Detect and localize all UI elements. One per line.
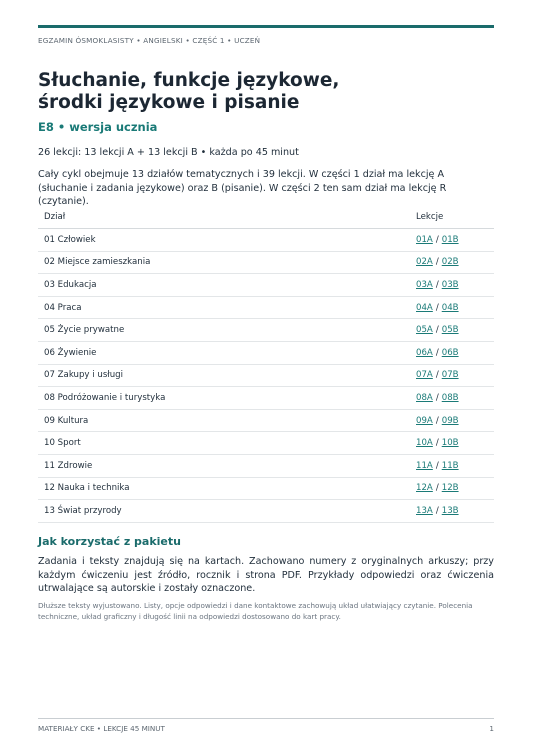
howto-paragraph: Zadania i teksty znajdują się na kartach. Zachowano numery z oryginalnych arkuszy; przy każdym ćwiczeniu jest źródło, rocznik i strona PDF. Przykłady odpowiedzi oraz ćwiczenia utrwalające są autorskie i zostały oznaczone. xyxy=(38,556,494,594)
unit-lessons xyxy=(410,454,494,477)
lesson-link-a[interactable]: 07A xyxy=(416,370,433,381)
table-row xyxy=(38,432,494,455)
unit-name: 03 Edukacja xyxy=(38,274,410,297)
unit-lessons xyxy=(410,229,494,252)
lesson-link-a[interactable]: 05A xyxy=(416,325,433,336)
top-rule xyxy=(38,25,494,28)
table-row xyxy=(38,296,494,319)
unit-name: 07 Zakupy i usługi xyxy=(38,364,410,387)
unit-name: 12 Nauka i technika xyxy=(38,477,410,500)
lesson-link-a[interactable]: 08A xyxy=(416,392,433,403)
lesson-link-b[interactable]: 05B xyxy=(441,325,459,336)
lesson-separator: / xyxy=(435,438,439,449)
table-row xyxy=(38,409,494,432)
lesson-separator: / xyxy=(435,279,439,290)
table-row xyxy=(38,364,494,387)
lesson-link-b[interactable]: 11B xyxy=(441,460,459,471)
unit-lessons xyxy=(410,296,494,319)
unit-name: 01 Człowiek xyxy=(38,229,410,252)
lesson-link-b[interactable]: 04B xyxy=(441,302,459,313)
units-table-body xyxy=(38,229,494,523)
table-row xyxy=(38,477,494,500)
footer-label: MATERIAŁY CKE • LEKCJE 45 MINUT xyxy=(38,724,165,733)
lesson-link-b[interactable]: 01B xyxy=(441,234,459,245)
unit-lessons xyxy=(410,251,494,274)
table-row xyxy=(38,387,494,410)
lesson-separator: / xyxy=(435,234,439,245)
unit-lessons xyxy=(410,387,494,410)
lesson-link-b[interactable]: 02B xyxy=(441,257,459,268)
lesson-separator: / xyxy=(435,257,439,268)
lesson-link-a[interactable]: 11A xyxy=(416,460,433,471)
lesson-separator: / xyxy=(435,370,439,381)
lesson-summary: 26 lekcji: 13 lekcji A + 13 lekcji B • każda po 45 minut xyxy=(38,147,299,158)
unit-name: 02 Miejsce zamieszkania xyxy=(38,251,410,274)
lesson-link-b[interactable]: 13B xyxy=(441,505,459,516)
table-row xyxy=(38,341,494,364)
units-table-header xyxy=(38,205,494,229)
lesson-separator: / xyxy=(435,415,439,426)
unit-name: 11 Zdrowie xyxy=(38,454,410,477)
unit-name: 13 Świat przyrody xyxy=(38,500,410,523)
unit-name: 08 Podróżowanie i turystyka xyxy=(38,387,410,410)
unit-lessons xyxy=(410,409,494,432)
lesson-link-a[interactable]: 01A xyxy=(416,234,433,245)
column-header-lessons: Lekcje xyxy=(410,205,494,229)
unit-name: 04 Praca xyxy=(38,296,410,319)
lesson-separator: / xyxy=(435,347,439,358)
formatting-note: Dłuższe teksty wyjustowano. Listy, opcje odpowiedzi i dane kontaktowe zachowują układ ułatwiający czytanie. Polecenia techniczne, układ graficzny i długość linii na odpowiedzi dostosowano do kart pracy. xyxy=(38,601,473,621)
lesson-link-a[interactable]: 02A xyxy=(416,257,433,268)
lesson-link-b[interactable]: 07B xyxy=(441,370,459,381)
lesson-link-b[interactable]: 10B xyxy=(441,438,459,449)
lesson-separator: / xyxy=(435,325,439,336)
table-row xyxy=(38,500,494,523)
unit-lessons xyxy=(410,274,494,297)
table-row xyxy=(38,274,494,297)
unit-lessons xyxy=(410,364,494,387)
unit-lessons xyxy=(410,432,494,455)
lesson-separator: / xyxy=(435,505,439,516)
unit-lessons xyxy=(410,341,494,364)
column-header-unit: Dział xyxy=(38,205,410,229)
table-row xyxy=(38,229,494,252)
lesson-separator: / xyxy=(435,460,439,471)
table-row xyxy=(38,251,494,274)
table-row xyxy=(38,454,494,477)
intro-paragraph: Cały cykl obejmuje 13 działów tematycznych i 39 lekcji. W części 1 dział ma lekcję A (słuchanie i zadania językowe) oraz B (pisanie). W części 2 ten sam dział ma lekcję R (czytanie). xyxy=(38,169,447,207)
lesson-link-b[interactable]: 03B xyxy=(441,279,459,290)
lesson-link-b[interactable]: 08B xyxy=(441,392,459,403)
unit-name: 05 Życie prywatne xyxy=(38,319,410,342)
lesson-separator: / xyxy=(435,302,439,313)
lesson-link-a[interactable]: 04A xyxy=(416,302,433,313)
lesson-separator: / xyxy=(435,483,439,494)
lesson-link-b[interactable]: 09B xyxy=(441,415,459,426)
bottom-rule xyxy=(38,718,494,719)
page-title-line-2: środki językowe i pisanie xyxy=(38,92,300,113)
table-row xyxy=(38,319,494,342)
lesson-link-a[interactable]: 09A xyxy=(416,415,433,426)
page-title-line-1: Słuchanie, funkcje językowe, xyxy=(38,70,340,91)
header-meta: EGZAMIN ÓSMOKLASISTY • ANGIELSKI • CZĘŚĆ 1 • UCZEŃ xyxy=(38,36,261,45)
page-subtitle: E8 • wersja ucznia xyxy=(38,120,158,134)
unit-name: 06 Żywienie xyxy=(38,341,410,364)
lesson-separator: / xyxy=(435,392,439,403)
unit-lessons xyxy=(410,500,494,523)
lesson-link-a[interactable]: 10A xyxy=(416,438,433,449)
howto-heading: Jak korzystać z pakietu xyxy=(38,535,181,548)
page-title xyxy=(38,70,478,114)
page-number: 1 xyxy=(489,724,494,733)
lesson-link-a[interactable]: 03A xyxy=(416,279,433,290)
units-table xyxy=(38,205,494,523)
unit-lessons xyxy=(410,319,494,342)
lesson-link-a[interactable]: 06A xyxy=(416,347,433,358)
lesson-link-a[interactable]: 12A xyxy=(416,483,433,494)
lesson-link-b[interactable]: 06B xyxy=(441,347,459,358)
unit-name: 10 Sport xyxy=(38,432,410,455)
lesson-link-b[interactable]: 12B xyxy=(441,483,459,494)
unit-lessons xyxy=(410,477,494,500)
unit-name: 09 Kultura xyxy=(38,409,410,432)
lesson-link-a[interactable]: 13A xyxy=(416,505,433,516)
